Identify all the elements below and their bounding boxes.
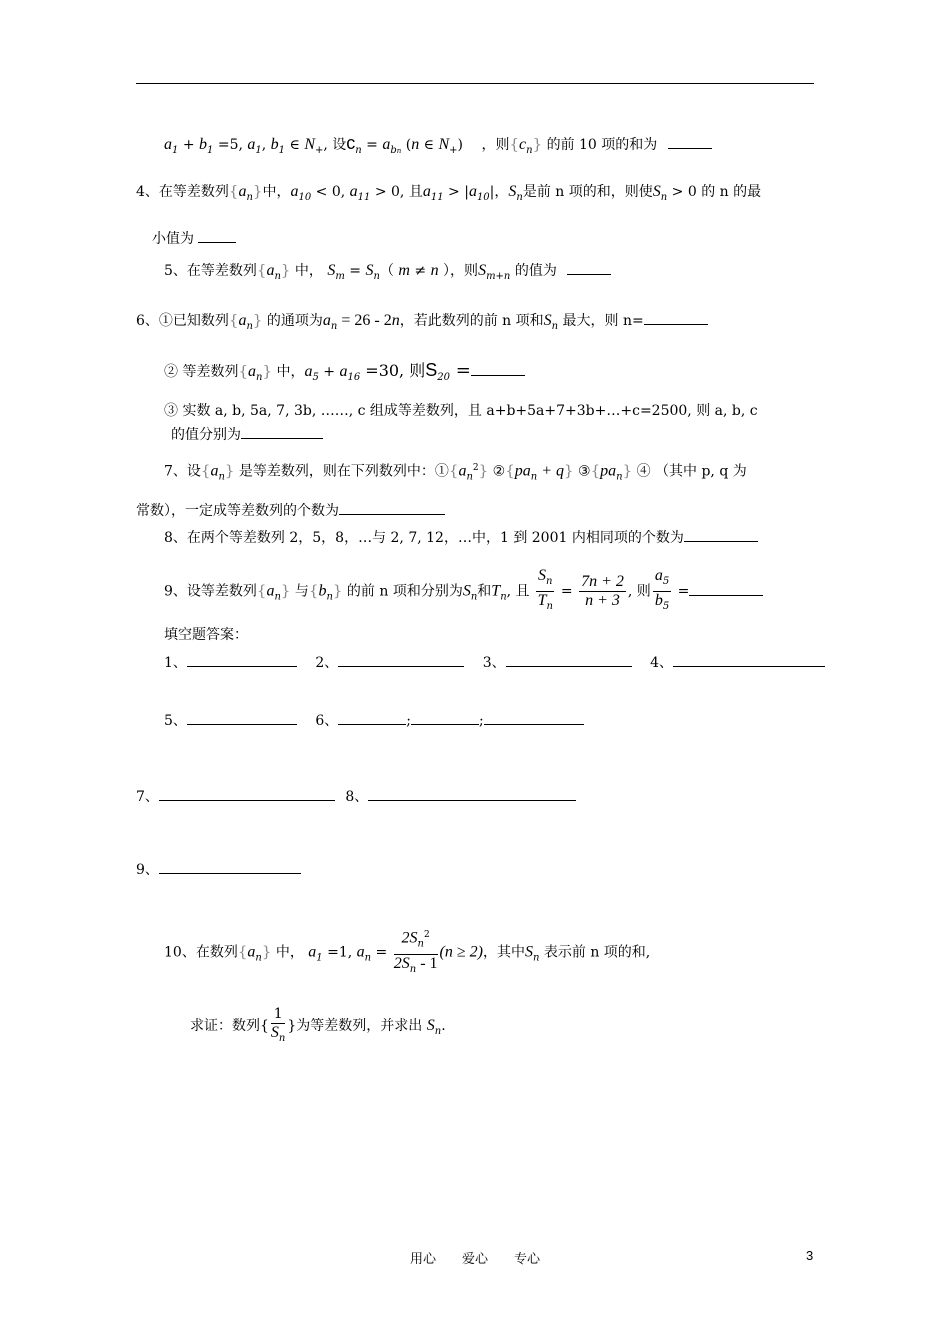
fraction-1-over-Sn: $\frac{1}{S_n}$ [270, 1005, 286, 1044]
answer-blank[interactable] [644, 310, 708, 325]
answer-blank[interactable] [567, 260, 611, 275]
answer-blank[interactable] [668, 134, 712, 149]
answer-4[interactable] [673, 652, 825, 667]
answers-row-3: 7、 8、 [136, 786, 576, 807]
header-rule [136, 83, 814, 84]
answer-blank[interactable] [241, 424, 323, 439]
question-4-cont: 小值为 [152, 228, 236, 249]
question-5: 5、在等差数列$\{a_n\}$ 中， $S_m = S_n$（ m ≠ n ），则$S_{m+n}$ 的值为 [164, 260, 611, 287]
answer-blank[interactable] [684, 527, 758, 542]
question-6-2: ② 等差数列$\{a_n\}$ 中，$a_5 + a_{16} =30$, 则$S_{20}$ = [164, 360, 525, 388]
question-4: 4、在等差数列$\{a_n\}$中，$a_{10} < 0$, $a_{11} > 0$, 且$a_{11} > |a_{10}|$，$S_n$是前 n 项的和，则使$S_n > 0$ 的 n 的最 [136, 182, 762, 203]
answer-7[interactable] [159, 786, 335, 801]
answer-3[interactable] [506, 652, 632, 667]
question-9: 9、设等差数列$\{a_n\}$ 与$\{b_n\}$ 的前 n 项和分别为$S_n$和$T_n$, 且 $\frac{S_n}{T_n}$ = $\frac{7n + 2}{n + 3}$ , 则 $\frac{a_5}{b_5}$ = [164, 567, 763, 618]
answer-6-1[interactable] [338, 710, 406, 725]
fraction-recurrence: $\frac{2S_n^2}{2S_n - 1}$ [394, 926, 438, 979]
answer-2[interactable] [338, 652, 464, 667]
answers-row-2: 5、 6、 ; ; [164, 710, 584, 731]
answer-blank[interactable] [471, 361, 525, 376]
answer-6-2[interactable] [411, 710, 479, 725]
question-7-cont: 常数），一定成等差数列的个数为 [136, 500, 445, 521]
page-number: 3 [806, 1248, 814, 1263]
answer-6-3[interactable] [484, 710, 584, 725]
fraction-S-over-T: $\frac{S_n}{T_n}$ [537, 567, 553, 612]
question-10: 10、在数列$\{a_n\}$ 中， $a_1 =1$, $a_n$ = $\frac{2S_n^2}{2S_n - 1}$ (n ≥ 2)，其中$S_n$ 表示前 n 项的和, [164, 926, 650, 980]
answers-title: 填空题答案： [164, 627, 248, 643]
answer-5[interactable] [187, 710, 297, 725]
answer-9[interactable] [159, 859, 301, 874]
answers-row-1: 1、 2、 3、 4、 [164, 652, 825, 673]
answer-blank[interactable] [689, 581, 763, 596]
proof-statement: 求证：数列{ $\frac{1}{S_n}$ }为等差数列，并求出 $S_n$. [190, 1004, 446, 1054]
fraction-a5-over-b5: $\frac{a_5}{b_5}$ [654, 567, 670, 612]
answer-1[interactable] [187, 652, 297, 667]
answer-blank[interactable] [198, 228, 236, 243]
answers-row-4: 9、 [136, 859, 301, 880]
question-6-3: ③ 实数 a, b, 5a, 7, 3b, ……, c 组成等差数列，且 a+b+5a+7+3b+…+c=2500, 则 a, b, c [164, 403, 758, 419]
page-footer: 用心 爱心 专心 [409, 1252, 540, 1267]
continuation-line: $a_1 + b_1 =5$, $a_1$, $b_1$ ∈ $N_+$, 设$c_n = a_{bn}$ (n ∈ $N_+$) ，则$\{c_n\}$ 的前 10 项的和为 [164, 133, 712, 161]
fraction-7n-over-n: $\frac{7n + 2}{n + 3}$ [581, 573, 624, 609]
question-8: 8、在两个等差数列 2，5，8，…与 2, 7, 12，…中，1 到 2001 内相同项的个数为 [164, 527, 758, 548]
question-6-3-cont: 的值分别为 [171, 424, 323, 445]
question-6-1: 6、①已知数列$\{a_n\}$ 的通项为$a_n = 26 - 2n$，若此数列的前 n 项和$S_n$ 最大，则 n= [136, 310, 708, 337]
question-7: 7、设$\{a_n\}$ 是等差数列，则在下列数列中：$①\{a_n^2\}$ $②\{pa_n + q\}$ $③\{pa_n\}$ ④ （其中 p, q 为 [164, 461, 747, 483]
answer-8[interactable] [368, 786, 576, 801]
answer-blank[interactable] [339, 500, 445, 515]
